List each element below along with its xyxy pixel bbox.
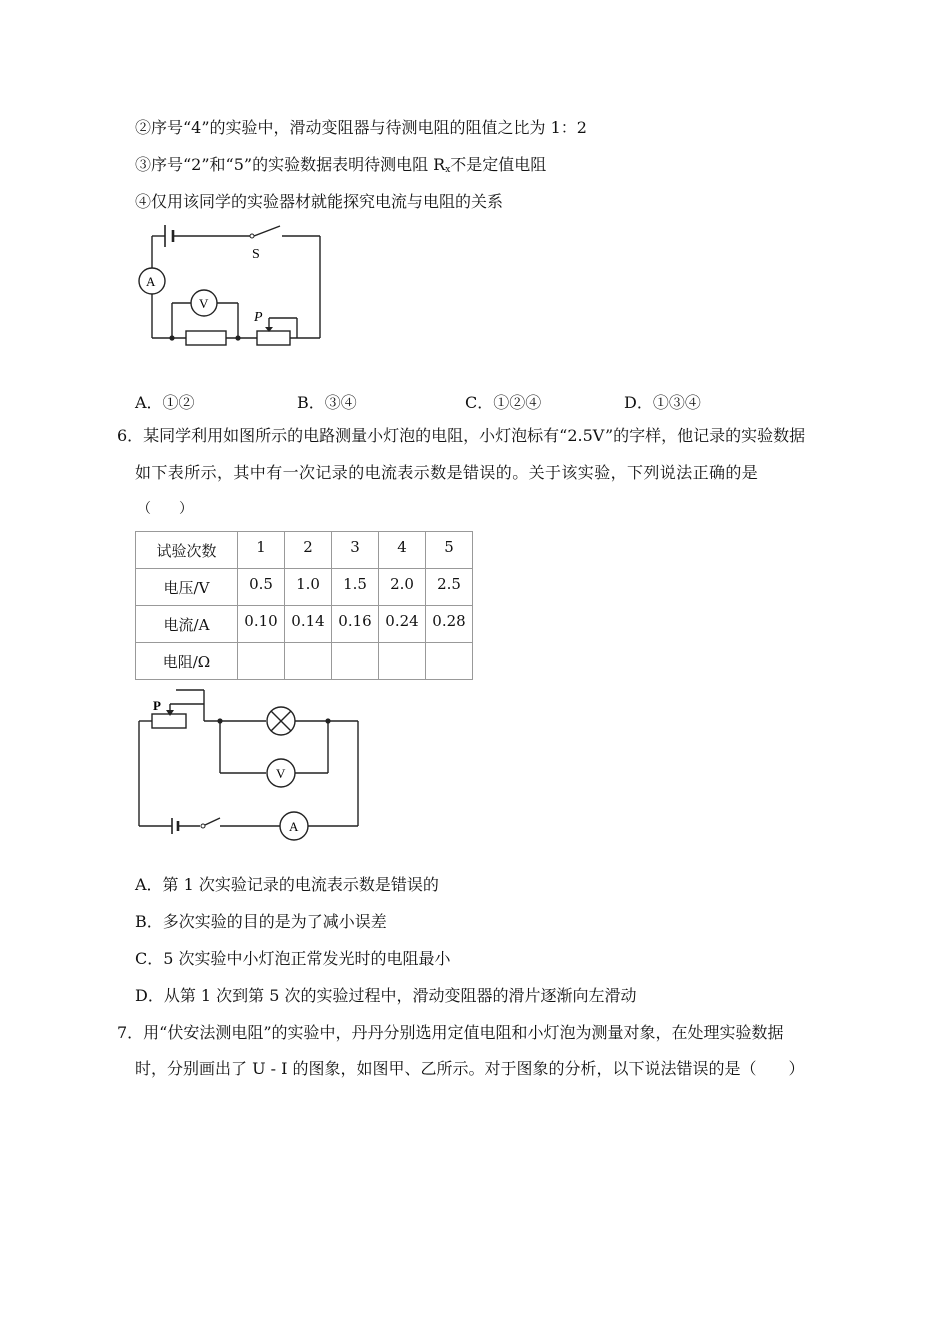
q6-line-3: （ ）	[137, 501, 193, 517]
table-cell: 2	[285, 532, 332, 569]
q5-statement-3-tail: 不是定值电阻	[450, 155, 547, 174]
table-cell: 1.5	[332, 569, 379, 606]
ammeter-label: A	[146, 274, 156, 289]
slider-label: P	[254, 310, 263, 325]
ammeter-label: A	[289, 819, 299, 834]
table-cell: 5	[426, 532, 473, 569]
q6-option-a: A．第 1 次实验记录的电流表示数是错误的	[135, 875, 439, 894]
q5-option-b: B．③④	[297, 393, 357, 412]
table-cell: 2.5	[426, 569, 473, 606]
q5-statement-2: ②序号“4”的实验中，滑动变阻器与待测电阻的阻值之比为 1：2	[135, 118, 587, 137]
table-cell: 0.5	[238, 569, 285, 606]
q6-line-2: 如下表所示，其中有一次记录的电流表示数是错误的。关于该实验，下列说法正确的是	[135, 463, 759, 482]
switch-label: S	[252, 247, 260, 262]
q5-statement-4: ④仅用该同学的实验器材就能探究电流与电阻的关系	[135, 192, 504, 211]
table-cell: 0.10	[238, 606, 285, 643]
table-cell: 1	[238, 532, 285, 569]
table-cell: 4	[379, 532, 426, 569]
table-cell: 0.14	[285, 606, 332, 643]
q6-option-b: B．多次实验的目的是为了减小误差	[135, 912, 387, 931]
table-cell: 0.16	[332, 606, 379, 643]
q5-option-c: C．①②④	[465, 393, 542, 412]
table-header-cell: 试验次数	[136, 532, 238, 569]
q5-statement-3-subscript: x	[445, 165, 451, 175]
q6-option-c: C．5 次实验中小灯泡正常发光时的电阻最小	[135, 949, 451, 968]
q7-line-1: 7．用“伏安法测电阻”的实验中，丹丹分别选用定值电阻和小灯泡为测量对象，在处理实验数据	[117, 1023, 784, 1042]
voltmeter-label: V	[276, 766, 286, 781]
table-cell: 0.28	[426, 606, 473, 643]
q5-option-d: D．①③④	[624, 393, 701, 412]
q6-option-d: D．从第 1 次到第 5 次的实验过程中，滑动变阻器的滑片逐渐向左滑动	[135, 986, 637, 1005]
q6-line-1: 6．某同学利用如图所示的电路测量小灯泡的电阻，小灯泡标有“2.5V”的字样，他记录的实验数据	[117, 426, 806, 445]
table-header-cell: 电阻/Ω	[136, 643, 238, 680]
table-cell: 2.0	[379, 569, 426, 606]
q5-option-a: A．①②	[135, 393, 195, 412]
table-cell: 3	[332, 532, 379, 569]
table-header-cell: 电流/A	[136, 606, 238, 643]
table-cell: 1.0	[285, 569, 332, 606]
table-header-cell: 电压/V	[136, 569, 238, 606]
voltmeter-label: V	[199, 296, 209, 311]
rheostat-slider-label: P	[153, 698, 161, 713]
table-cell: 0.24	[379, 606, 426, 643]
q5-statement-3-text: ③序号“2”和“5”的实验数据表明待测电阻 R	[135, 155, 446, 174]
q7-line-2: 时，分别画出了 U - I 的图象，如图甲、乙所示。对于图象的分析，以下说法错误的是（ ）	[135, 1059, 805, 1078]
